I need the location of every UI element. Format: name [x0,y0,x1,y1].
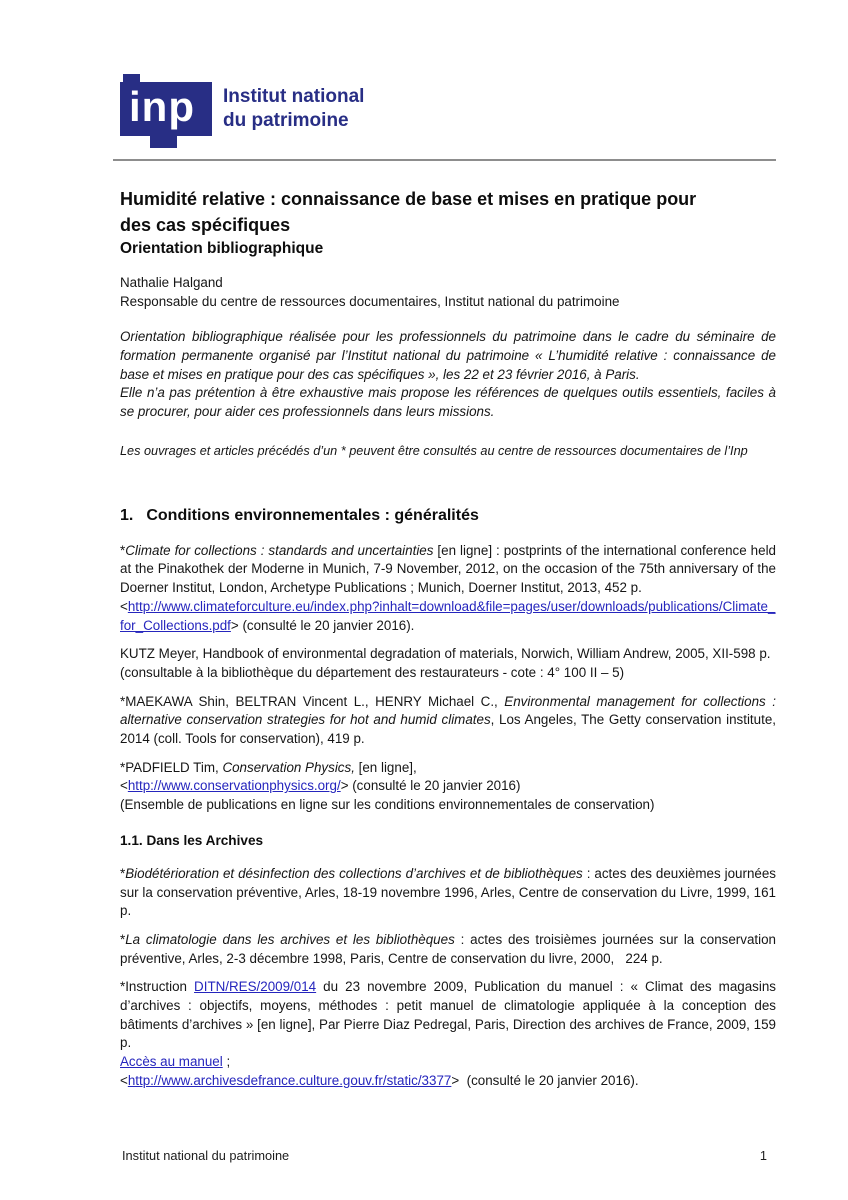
bib-entry [120,978,776,1090]
hyperlink[interactable]: http://www.archivesdefrance.culture.gouv.fr/static/3377 [127,1072,452,1088]
bib-entry [120,759,776,815]
author-block [120,274,776,311]
text-run: Climate for collections : standards and uncertainties [125,542,434,558]
hyperlink[interactable]: http://www.conservationphysics.org/ [127,778,341,794]
text-run: [en ligne], [354,759,417,775]
hyperlink[interactable]: http://www.climateforculture.eu/index.php?inhalt=download&file=pages/user/downloads/publications/Climate_for_Collections.pdf [120,598,776,633]
hyperlink[interactable]: Accès au manuel [120,1054,223,1070]
text-run: > (consulté le 20 janvier 2016). [451,1072,639,1088]
institution-name-line2: du patrimoine [223,110,349,131]
intro-paragraph: Orientation bibliographique réalisée pour les professionnels du patrimoine dans le cadre du séminaire de formation permanente organisé par l’Institut national du patrimoine « L’humidité relative : connaissance de base et mises en pratique pour des cas spécifiques », les 22 et 23 février 2016, à Paris. [120,329,776,382]
author-role: Responsable du centre de ressources documentaires, Institut national du patrimoine [120,293,620,309]
document-title-line2: des cas spécifiques [120,214,291,235]
intro-block [120,328,776,422]
text-run: La climatologie dans les archives et les bibliothèques [125,931,455,947]
text-run: *PADFIELD Tim, [120,759,223,775]
text-run: * [120,542,126,558]
text-run: Conservation Physics, [222,759,355,775]
inp-logo-acronym: inp [129,83,195,130]
intro-paragraph: Elle n’a pas prétention à être exhaustive mais propose les références de quelques outils essentiels, faciles à se procurer, pour aider ces professionnels dans leurs missions. [120,385,776,419]
availability-note: Les ouvrages et articles précédés d’un * peuvent être consultés au centre de ressources documentaires de l’Inp [120,443,748,458]
page-number: 1 [759,1148,767,1163]
text-run: Biodétérioration et désinfection des collections d’archives et de bibliothèques [125,865,583,881]
section-number: 1. [120,506,134,524]
text-run: *Instruction [120,979,195,995]
text-run: Environmental management for collections : alternative conservation strategies for hot and humid climates [120,693,776,728]
bib-entry [120,865,776,921]
text-run: < [120,778,128,794]
bib-entry [120,645,776,682]
text-run: KUTZ Meyer, Handbook of environmental degradation of materials, Norwich, William Andrew, 2005, XII-598 p. [120,646,771,662]
section-title: Conditions environnementales : généralités [146,506,479,524]
text-run: < [120,1072,128,1088]
institution-name-line1: Institut national [223,86,365,107]
section-heading [120,505,776,527]
document-body [120,187,776,1091]
text-run: : actes des troisièmes journées sur la conservation préventive, Arles, 2-3 décembre 1998, Paris, Centre de conservation du livre, 2000, 224 p. [120,931,776,966]
document-subtitle: Orientation bibliographique [120,240,324,257]
text-run: (Ensemble de publications en ligne sur les conditions environnementales de conservation) [120,797,655,813]
text-run: > (consulté le 20 janvier 2016). [230,617,415,633]
bib-entry [120,542,776,636]
text-run: > (consulté le 20 janvier 2016) [340,778,521,794]
bib-entry [120,693,776,749]
page-footer [122,1148,767,1163]
bib-entry [120,931,776,968]
author-name: Nathalie Halgand [120,275,223,290]
institution-name [223,85,364,133]
subsection-entries [120,865,776,1091]
text-run: : actes des deuxièmes journées sur la conservation préventive, Arles, 18-19 novembre 1996, Arles, Centre de conservation du Livre, 1999, 161 p. [120,865,776,919]
footer-institution: Institut national du patrimoine [122,1148,290,1163]
text-run: , Los Angeles, The Getty conservation institute, 2014 (coll. Tools for conservation), 419 p. [120,712,776,747]
subsection-heading: 1.1. Dans les Archives [120,832,264,848]
document-title-line1: Humidité relative : connaissance de base et mises en pratique pour [120,189,697,209]
bibliography-entries [120,542,776,815]
text-run: (consultable à la bibliothèque du département des restaurateurs - cote : 4° 100 II – 5) [120,664,625,680]
text-run: ; [222,1054,231,1070]
text-run: * [120,931,126,947]
document-title [120,187,776,238]
hyperlink[interactable]: DITN/RES/2009/014 [194,979,317,995]
text-run: < [120,598,128,614]
inp-logo [120,82,212,136]
text-run: [en ligne] : postprints of the international conference held at the Pinakothek der Moderne in Munich, 7-9 November, 2012, on the occasion of the 75th anniversary of the Doerner Institut, London, Archetype Publications ; Munich, Doerner Institut, 2013, 452 p. [120,542,776,596]
text-run: * [120,865,126,881]
header-divider [113,159,776,161]
text-run: du 23 novembre 2009, Publication du manuel : « Climat des magasins d’archives : objectifs, moyens, méthodes : petit manuel de climatologie appliquée à la conception des bâtiments d’archives » [en ligne], Par Pierre Diaz Pedregal, Paris, Direction des archives de France, 2009, 159 p. [120,979,776,1051]
text-run: *MAEKAWA Shin, BELTRAN Vincent L., HENRY Michael C., [120,693,505,709]
